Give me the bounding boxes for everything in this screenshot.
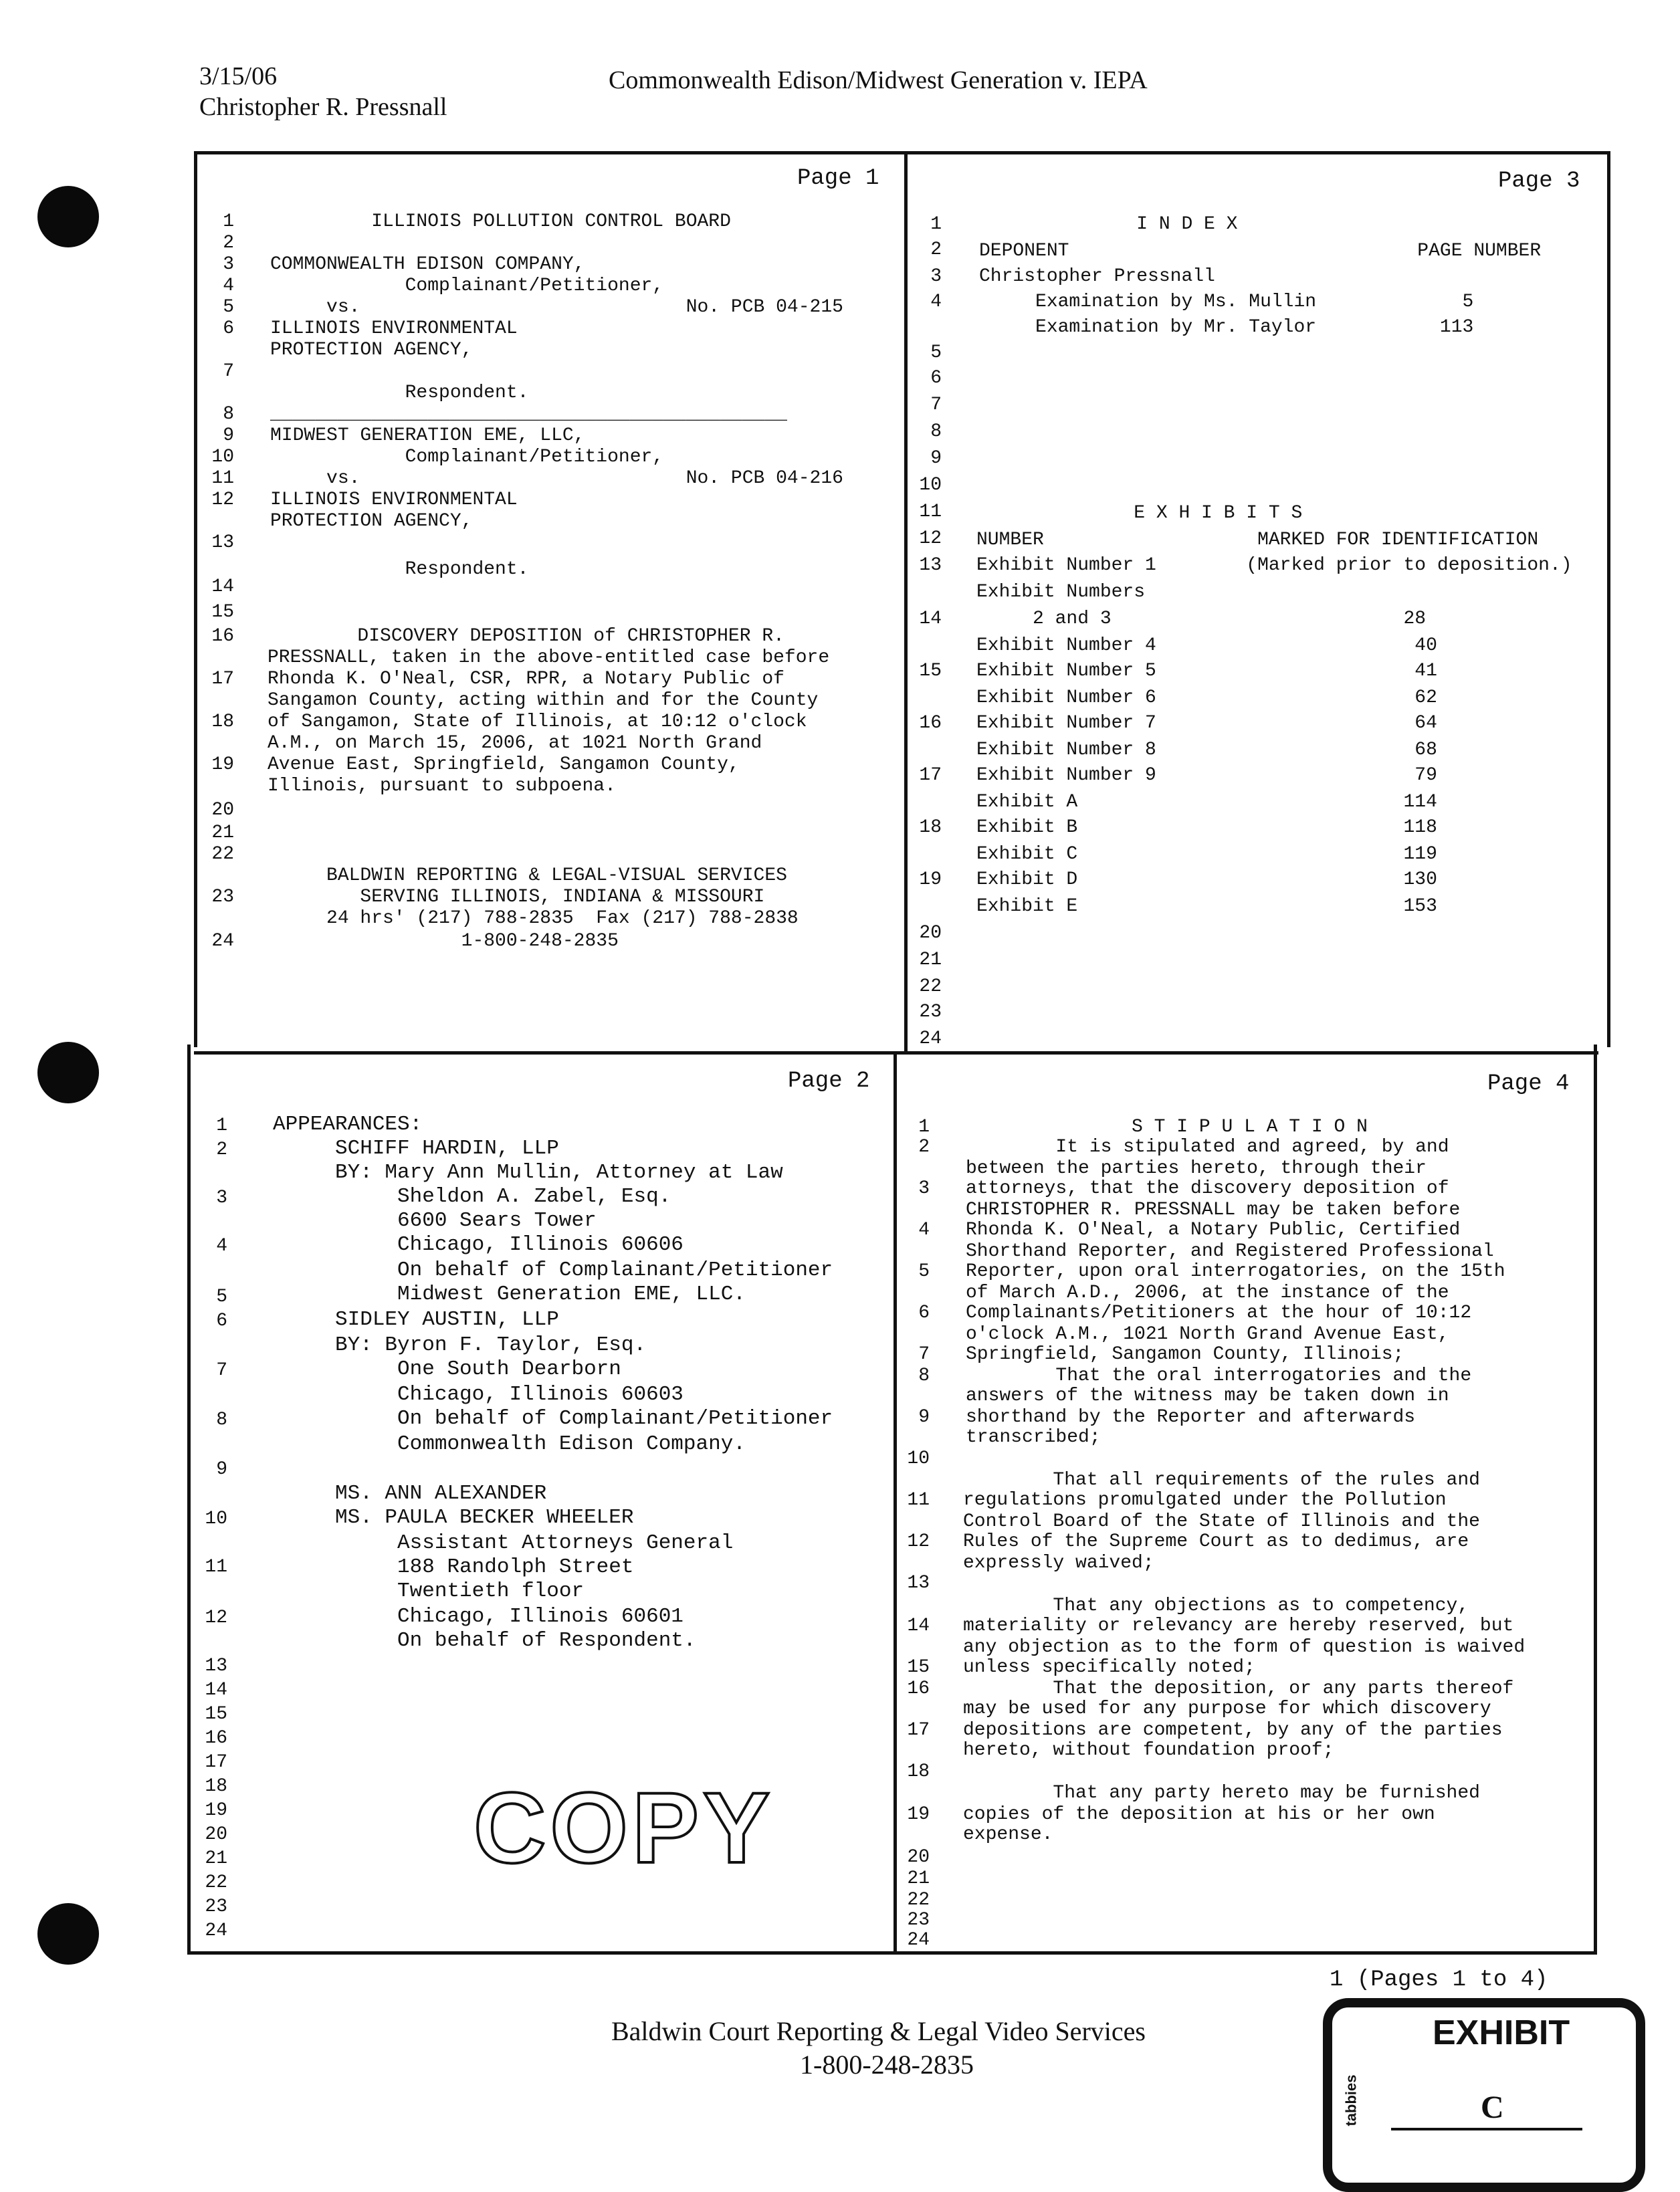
transcript-line: expense. xyxy=(963,1824,1053,1845)
transcript-line: Rhonda K. O'Neal, a Notary Public, Certified xyxy=(966,1220,1461,1240)
line-number: 18 xyxy=(919,817,942,838)
frame-left-lower xyxy=(187,1045,191,1954)
transcript-line: vs. No. PCB 04-215 xyxy=(270,297,843,318)
line-number: 11 xyxy=(907,1490,930,1511)
line-number: 12 xyxy=(205,1608,227,1628)
transcript-line: On behalf of Complainant/Petitioner xyxy=(273,1258,833,1282)
header-deponent-name: Christopher R. Pressnall xyxy=(199,93,447,121)
line-number: 9 xyxy=(930,448,942,469)
frame-right xyxy=(1607,151,1610,1047)
transcript-line: Midwest Generation EME, LLC. xyxy=(273,1283,746,1306)
transcript-line: Avenue East, Springfield, Sangamon County, xyxy=(268,754,740,775)
transcript-line: That any objections as to competency, xyxy=(963,1596,1469,1616)
transcript-line: COMMONWEALTH EDISON COMPANY, xyxy=(270,254,585,275)
transcript-line: On behalf of Complainant/Petitioner xyxy=(273,1407,833,1430)
header-case-title: Commonwealth Edison/Midwest Generation v. IEPA xyxy=(609,66,1148,94)
line-number: 4 xyxy=(216,1236,227,1256)
line-number: 4 xyxy=(918,1220,930,1240)
transcript-line: Assistant Attorneys General xyxy=(273,1531,734,1555)
line-number: 24 xyxy=(919,1028,942,1049)
line-number: 6 xyxy=(918,1303,930,1323)
exhibit-label: EXHIBIT xyxy=(1433,2013,1570,2052)
transcript-line: Shorthand Reporter, and Registered Professional xyxy=(966,1241,1494,1262)
transcript-line: of Sangamon, State of Illinois, at 10:12 o'clock xyxy=(268,711,807,732)
frame-center-vertical-upper xyxy=(904,151,908,1051)
transcript-line: hereto, without foundation proof; xyxy=(963,1740,1334,1761)
line-number: 1 xyxy=(223,211,234,232)
line-number: 7 xyxy=(930,395,942,415)
line-number: 8 xyxy=(930,421,942,442)
line-number: 6 xyxy=(223,318,234,339)
transcript-line: CHRISTOPHER R. PRESSNALL may be taken before xyxy=(966,1200,1461,1220)
transcript-line: Rules of the Supreme Court as to dedimus, are xyxy=(963,1531,1469,1552)
exhibit-underline xyxy=(1391,2128,1582,2130)
transcript-line: expressly waived; xyxy=(963,1553,1154,1573)
transcript-line: MIDWEST GENERATION EME, LLC, xyxy=(270,425,585,446)
transcript-line: may be used for any purpose for which discovery xyxy=(963,1698,1491,1719)
line-number: 22 xyxy=(919,976,942,997)
line-number: 13 xyxy=(211,532,234,553)
line-number: 15 xyxy=(205,1704,227,1725)
transcript-line: o'clock A.M., 1021 North Grand Avenue East, xyxy=(966,1324,1449,1345)
line-number: 22 xyxy=(907,1890,930,1910)
line-number: 17 xyxy=(907,1720,930,1741)
line-number: 13 xyxy=(205,1656,227,1676)
line-number: 16 xyxy=(211,626,234,647)
line-number: 3 xyxy=(930,266,942,287)
transcript-line: APPEARANCES: xyxy=(273,1113,423,1136)
frame-top xyxy=(194,151,1610,154)
line-number: 12 xyxy=(907,1531,930,1552)
line-number: 17 xyxy=(919,765,942,786)
line-number: 23 xyxy=(205,1896,227,1917)
line-number: 10 xyxy=(205,1509,227,1529)
line-number: 18 xyxy=(907,1761,930,1782)
transcript-line: answers of the witness may be taken down in xyxy=(966,1386,1449,1406)
transcript-line: Christopher Pressnall xyxy=(979,266,1215,287)
line-number: 23 xyxy=(919,1002,942,1022)
transcript-line: It is stipulated and agreed, by and xyxy=(966,1137,1449,1158)
transcript-line: Exhibit Numbers xyxy=(976,582,1146,602)
line-number: 24 xyxy=(205,1921,227,1941)
line-number: 19 xyxy=(907,1804,930,1825)
punch-hole-middle xyxy=(37,1042,99,1103)
transcript-line: 6600 Sears Tower xyxy=(273,1209,597,1232)
line-number: 8 xyxy=(216,1410,227,1430)
transcript-line: MS. ANN ALEXANDER xyxy=(273,1482,547,1505)
transcript-line: materiality or relevancy are hereby reserved, but xyxy=(963,1616,1514,1636)
line-number: 16 xyxy=(907,1678,930,1699)
line-number: 11 xyxy=(205,1557,227,1577)
line-number: 19 xyxy=(919,869,942,890)
transcript-line: That all requirements of the rules and xyxy=(963,1470,1480,1491)
transcript-line: Sangamon County, acting within and for the County xyxy=(268,690,819,711)
transcript-line: 2 and 3 28 xyxy=(976,609,1427,629)
transcript-line: transcribed; xyxy=(966,1427,1101,1448)
line-number: 13 xyxy=(907,1573,930,1594)
line-number: 20 xyxy=(907,1847,930,1868)
transcript-line: vs. No. PCB 04-216 xyxy=(270,468,843,489)
transcript-line: Complainants/Petitioners at the hour of 10:12 xyxy=(966,1303,1472,1323)
line-number: 22 xyxy=(205,1872,227,1893)
line-number: 1 xyxy=(216,1115,227,1136)
transcript-line: Twentieth floor xyxy=(273,1579,585,1603)
line-number: 7 xyxy=(223,361,234,382)
transcript-line: Exhibit Number 6 62 xyxy=(976,687,1437,708)
transcript-line: Exhibit E 153 xyxy=(976,896,1437,917)
transcript-line: shorthand by the Reporter and afterwards xyxy=(966,1407,1416,1428)
line-number: 21 xyxy=(211,823,234,843)
transcript-line: Exhibit Number 8 68 xyxy=(976,740,1437,760)
line-number: 5 xyxy=(223,297,234,318)
transcript-line: PROTECTION AGENCY, xyxy=(270,511,473,532)
line-number: 17 xyxy=(211,669,234,689)
transcript-line: Examination by Ms. Mullin 5 xyxy=(979,292,1474,312)
transcript-line: Chicago, Illinois 60601 xyxy=(273,1605,684,1628)
transcript-line: depositions are competent, by any of the parties xyxy=(963,1720,1503,1741)
line-number: 3 xyxy=(216,1188,227,1208)
line-number: 2 xyxy=(918,1137,930,1158)
line-number: 8 xyxy=(223,404,234,425)
transcript-line: Control Board of the State of Illinois and the xyxy=(963,1511,1480,1532)
transcript-line: regulations promulgated under the Pollution xyxy=(963,1490,1447,1511)
line-number: 1 xyxy=(918,1117,930,1137)
transcript-line: SCHIFF HARDIN, LLP xyxy=(273,1137,559,1160)
transcript-line: ILLINOIS ENVIRONMENTAL xyxy=(270,318,518,339)
transcript-line: Complainant/Petitioner, xyxy=(270,276,664,296)
line-number: 4 xyxy=(930,292,942,312)
line-number: 6 xyxy=(930,368,942,389)
transcript-line: ILLINOIS POLLUTION CONTROL BOARD xyxy=(270,211,731,232)
transcript-line: That any party hereto may be furnished xyxy=(963,1783,1480,1803)
line-number: 9 xyxy=(216,1459,227,1480)
exhibit-sticker xyxy=(1323,1998,1645,2192)
transcript-line: S T I P U L A T I O N xyxy=(963,1117,1368,1137)
page-4-title: Page 4 xyxy=(1487,1071,1570,1097)
transcript-line: Complainant/Petitioner, xyxy=(270,447,664,467)
line-number: 18 xyxy=(211,711,234,732)
punch-hole-bottom xyxy=(37,1903,99,1965)
transcript-line: Respondent. xyxy=(270,382,529,403)
line-number: 15 xyxy=(919,661,942,681)
line-number: 10 xyxy=(907,1448,930,1469)
transcript-line: A.M., on March 15, 2006, at 1021 North Grand xyxy=(268,733,762,754)
transcript-line: That the deposition, or any parts thereof xyxy=(963,1678,1514,1699)
transcript-line: 1-800-248-2835 xyxy=(270,931,619,952)
transcript-line: Exhibit C 119 xyxy=(976,844,1437,865)
line-number: 22 xyxy=(211,844,234,865)
transcript-line: Exhibit B 118 xyxy=(976,817,1437,838)
transcript-line: Chicago, Illinois 60606 xyxy=(273,1233,684,1256)
line-number: 1 xyxy=(930,214,942,235)
line-number: 20 xyxy=(919,923,942,944)
copy-stamp: COPY xyxy=(474,1771,774,1884)
line-number: 15 xyxy=(907,1657,930,1678)
line-number: 12 xyxy=(919,528,942,549)
line-number: 18 xyxy=(205,1776,227,1797)
transcript-line: DISCOVERY DEPOSITION of CHRISTOPHER R. xyxy=(268,626,784,647)
line-number: 19 xyxy=(205,1800,227,1821)
punch-hole-top xyxy=(37,186,99,247)
line-number: 24 xyxy=(211,931,234,952)
line-number: 2 xyxy=(216,1139,227,1160)
page-1-title: Page 1 xyxy=(797,166,879,191)
line-number: 9 xyxy=(918,1407,930,1428)
transcript-line: ______________________________________________ xyxy=(270,404,787,425)
transcript-line: Exhibit Number 9 79 xyxy=(976,765,1437,786)
line-number: 19 xyxy=(211,754,234,775)
transcript-line: PROTECTION AGENCY, xyxy=(270,340,473,360)
transcript-line: Exhibit Number 5 41 xyxy=(976,661,1437,681)
line-number: 16 xyxy=(919,713,942,734)
line-number: 2 xyxy=(223,233,234,253)
frame-left xyxy=(194,151,197,1047)
frame-right-lower xyxy=(1594,1045,1597,1954)
transcript-line: BY: Mary Ann Mullin, Attorney at Law xyxy=(273,1161,783,1184)
line-number: 21 xyxy=(205,1848,227,1869)
transcript-line: DEPONENT PAGE NUMBER xyxy=(979,241,1542,261)
line-number: 3 xyxy=(223,254,234,275)
transcript-line: copies of the deposition at his or her own xyxy=(963,1804,1435,1825)
transcript-line: Exhibit Number 7 64 xyxy=(976,713,1437,734)
transcript-line: MS. PAULA BECKER WHEELER xyxy=(273,1506,634,1529)
line-number: 14 xyxy=(919,609,942,629)
line-number: 16 xyxy=(205,1728,227,1749)
line-number: 5 xyxy=(918,1261,930,1282)
transcript-line: Commonwealth Edison Company. xyxy=(273,1432,746,1456)
line-number: 14 xyxy=(205,1680,227,1701)
transcript-line: Illinois, pursuant to subpoena. xyxy=(268,776,616,796)
transcript-line: Respondent. xyxy=(270,559,529,580)
line-number: 21 xyxy=(907,1868,930,1889)
header-date: 3/15/06 xyxy=(199,62,278,90)
line-number: 6 xyxy=(216,1311,227,1331)
line-number: 20 xyxy=(211,800,234,820)
transcript-line: attorneys, that the discovery deposition of xyxy=(966,1178,1449,1199)
transcript-line: Sheldon A. Zabel, Esq. xyxy=(273,1185,671,1208)
pages-range-note: 1 (Pages 1 to 4) xyxy=(1330,1967,1548,1993)
transcript-line: Rhonda K. O'Neal, CSR, RPR, a Notary Public of xyxy=(268,669,784,689)
line-number: 8 xyxy=(918,1365,930,1386)
transcript-line: NUMBER MARKED FOR IDENTIFICATION xyxy=(976,530,1539,550)
line-number: 4 xyxy=(223,276,234,296)
line-number: 23 xyxy=(211,887,234,907)
line-number: 12 xyxy=(211,489,234,510)
line-number: 14 xyxy=(907,1616,930,1636)
line-number: 5 xyxy=(216,1287,227,1307)
transcript-line: BY: Byron F. Taylor, Esq. xyxy=(273,1333,647,1357)
line-number: 15 xyxy=(211,602,234,623)
transcript-line: That the oral interrogatories and the xyxy=(966,1365,1472,1386)
line-number: 14 xyxy=(211,576,234,597)
line-number: 20 xyxy=(205,1824,227,1845)
line-number: 2 xyxy=(930,239,942,260)
transcript-line: Exhibit Number 1 (Marked prior to deposition.) xyxy=(976,555,1572,576)
transcript-line: unless specifically noted; xyxy=(963,1657,1255,1678)
footer-phone: 1-800-248-2835 xyxy=(800,2050,974,2080)
transcript-line: 24 hrs' (217) 788-2835 Fax (217) 788-2838 xyxy=(270,908,799,929)
sticker-brand: tabbies xyxy=(1342,2074,1360,2126)
line-number: 7 xyxy=(216,1360,227,1381)
line-number: 7 xyxy=(918,1344,930,1365)
transcript-line: Exhibit D 130 xyxy=(976,869,1437,890)
transcript-line: E X H I B I T S xyxy=(976,503,1303,524)
transcript-line: Springfield, Sangamon County, Illinois; xyxy=(966,1344,1404,1365)
transcript-line: On behalf of Respondent. xyxy=(273,1629,696,1652)
transcript-line: of March A.D., 2006, at the instance of the xyxy=(966,1283,1449,1303)
exhibit-letter: C xyxy=(1481,2090,1504,2125)
transcript-line: Examination by Mr. Taylor 113 xyxy=(979,317,1474,338)
line-number: 10 xyxy=(919,475,942,496)
transcript-line: BALDWIN REPORTING & LEGAL-VISUAL SERVICES xyxy=(270,865,787,886)
transcript-line: ILLINOIS ENVIRONMENTAL xyxy=(270,489,518,510)
line-number: 23 xyxy=(907,1910,930,1931)
transcript-line: between the parties hereto, through their xyxy=(966,1158,1427,1179)
transcript-line: Chicago, Illinois 60603 xyxy=(273,1383,684,1406)
transcript-line: One South Dearborn xyxy=(273,1357,621,1381)
transcript-line: Reporter, upon oral interrogatories, on the 15th xyxy=(966,1261,1505,1282)
line-number: 9 xyxy=(223,425,234,446)
line-number: 13 xyxy=(919,555,942,576)
transcript-line: SIDLEY AUSTIN, LLP xyxy=(273,1308,559,1331)
transcript-line: Exhibit Number 4 40 xyxy=(976,635,1437,656)
transcript-line: PRESSNALL, taken in the above-entitled case before xyxy=(268,647,830,668)
footer-company: Baldwin Court Reporting & Legal Video Services xyxy=(611,2016,1146,2046)
page-2-title: Page 2 xyxy=(788,1069,870,1094)
line-number: 21 xyxy=(919,950,942,970)
frame-bottom xyxy=(187,1951,1597,1955)
transcript-line: any objection as to the form of question is waived xyxy=(963,1637,1526,1658)
transcript-line: 188 Randolph Street xyxy=(273,1555,634,1579)
line-number: 17 xyxy=(205,1752,227,1773)
transcript-line: Exhibit A 114 xyxy=(976,792,1437,812)
line-number: 3 xyxy=(918,1178,930,1199)
line-number: 24 xyxy=(907,1930,930,1951)
transcript-line: I N D E X xyxy=(979,214,1238,235)
line-number: 11 xyxy=(211,468,234,489)
line-number: 5 xyxy=(930,342,942,363)
line-number: 11 xyxy=(919,502,942,522)
transcript-line: SERVING ILLINOIS, INDIANA & MISSOURI xyxy=(270,887,765,907)
line-number: 10 xyxy=(211,447,234,467)
page-3-title: Page 3 xyxy=(1498,169,1580,194)
